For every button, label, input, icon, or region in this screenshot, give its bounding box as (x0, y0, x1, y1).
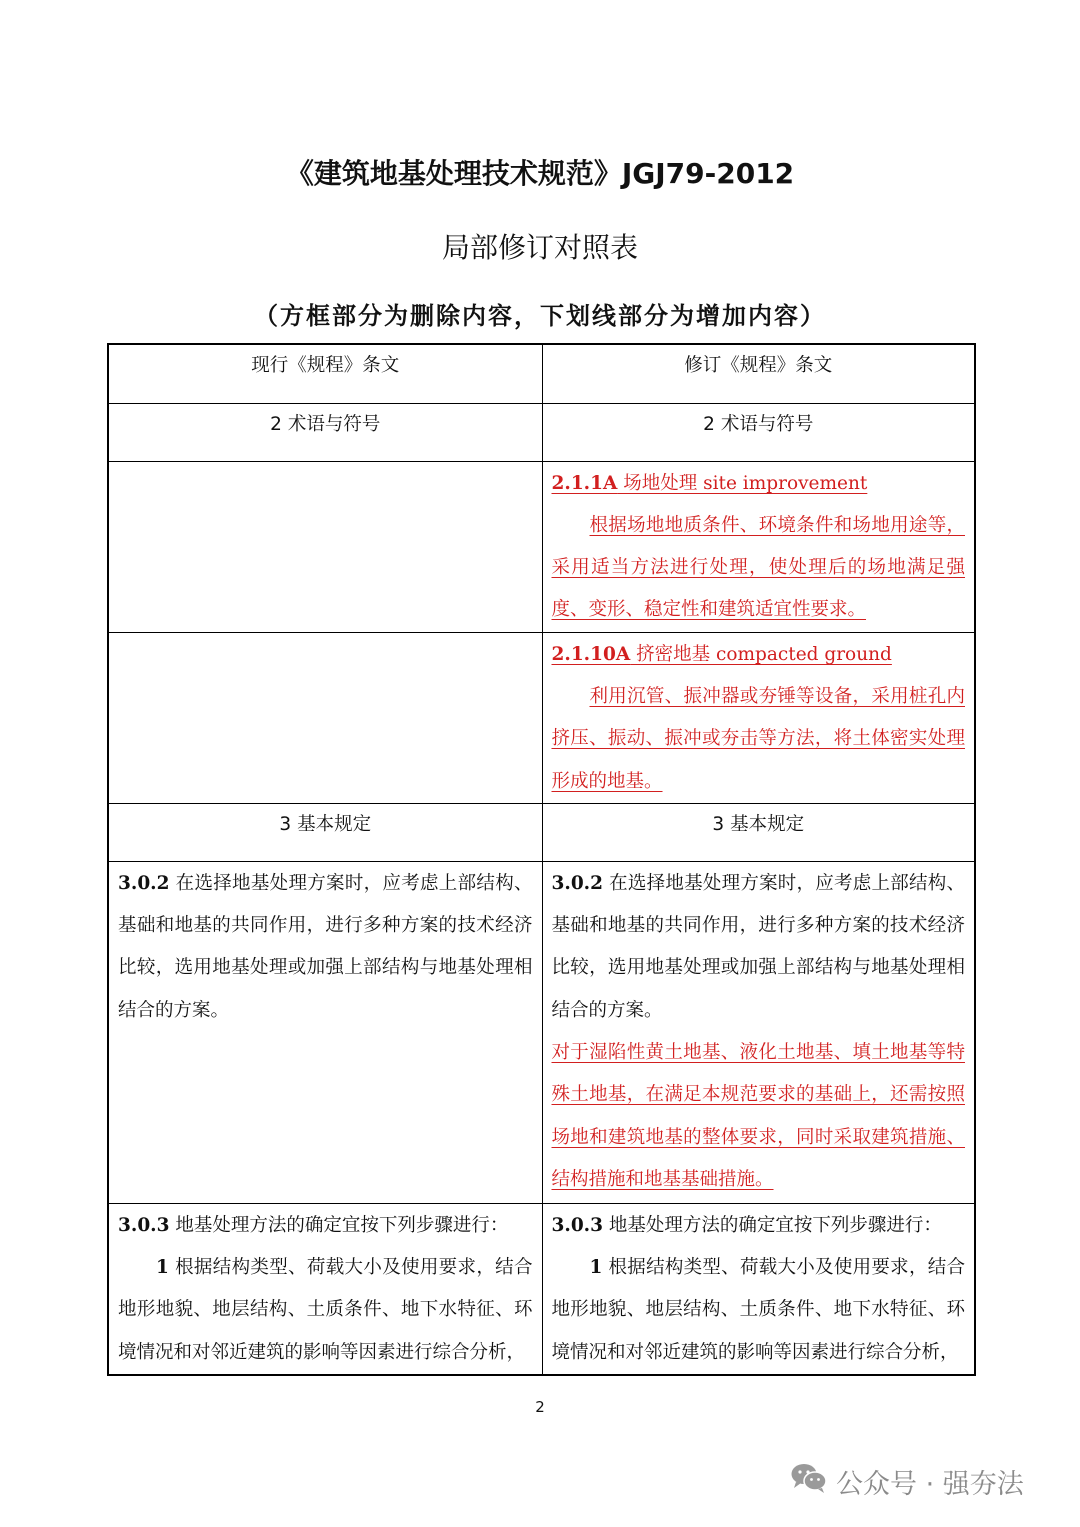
section-2-current: 2 术语与符号 (108, 403, 542, 461)
clause-item (118, 1247, 533, 1374)
watermark (790, 1462, 1024, 1501)
cell-revised-3-0-2 (542, 861, 975, 1203)
item-number: 1 (589, 1257, 603, 1279)
clause-term: 挤密地基 compacted ground (630, 643, 892, 665)
clause-heading (552, 463, 966, 505)
clause-body: 在选择地基处理方案时，应考虑上部结构、基础和地基的共同作用，进行多种方案的技术经济比较，选用地基处理或加强上部结构与地基处理相结合的方案。 (551, 872, 965, 1021)
clause-text (118, 863, 533, 1032)
clause-item (552, 1247, 966, 1374)
section-3-revised: 3 基本规定 (542, 803, 975, 861)
clause-code: 3.0.3 (118, 1214, 170, 1236)
wechat-icon (790, 1462, 828, 1501)
clause-code: 2.1.10A (551, 643, 631, 665)
section-2-revised: 2 术语与符号 (542, 403, 975, 461)
clause-body: 根据场地地质条件、环境条件和场地用途等，采用适当方法进行处理，使处理后的场地满足强度、变形、稳定性和建筑适宜性要求。 (551, 514, 965, 621)
cell-current-3-0-3 (108, 1203, 542, 1375)
table-row (108, 1203, 975, 1375)
clause-term: 场地处理 site improvement (617, 472, 868, 494)
header-current: 现行《规程》条文 (108, 344, 542, 403)
item-text: 根据结构类型、荷载大小及使用要求，结合地形地貌、地层结构、土质条件、地下水特征、环境情况和对邻近建筑的影响等因素进行综合分析， (551, 1257, 965, 1363)
page-number: 2 (535, 1398, 545, 1416)
document-note: （方框部分为删除内容，下划线部分为增加内容） (254, 302, 826, 330)
cell-revised-3-0-3 (542, 1203, 975, 1375)
clause-added-text: 对于湿陷性黄土地基、液化土地基、填土地基等特殊土地基，在满足本规范要求的基础上，还需按照场地和建筑地基的整体要求，同时采取建筑措施、结构措施和地基基础措施。 (551, 1042, 965, 1190)
clause-text (118, 1205, 533, 1247)
clause-code: 3.0.3 (551, 1214, 603, 1236)
clause-heading (552, 634, 966, 676)
section-row-3 (108, 803, 975, 861)
header-revised: 修订《规程》条文 (542, 344, 975, 403)
cell-current-empty (108, 632, 542, 803)
clause-code: 3.0.2 (118, 872, 170, 894)
item-text: 根据结构类型、荷载大小及使用要求，结合地形地貌、地层结构、土质条件、地下水特征、环境情况和对邻近建筑的影响等因素进行综合分析， (118, 1257, 533, 1363)
watermark-text: 公众号 · 强夯法 (836, 1469, 1024, 1500)
clause-code: 3.0.2 (551, 872, 603, 894)
clause-body: 地基处理方法的确定宜按下列步骤进行： (603, 1214, 942, 1236)
cell-revised-2-1-1a (542, 461, 975, 632)
section-3-current: 3 基本规定 (108, 803, 542, 861)
clause-body: 地基处理方法的确定宜按下列步骤进行： (169, 1214, 509, 1236)
table-row (108, 461, 975, 632)
document-subtitle: 局部修订对照表 (441, 231, 638, 264)
comparison-table (107, 343, 976, 1376)
clause-body: 利用沉管、振冲器或夯锤等设备，采用桩孔内挤压、振动、振冲或夯击等方法，将土体密实处理形成的地基。 (551, 685, 965, 792)
cell-current-empty (108, 461, 542, 632)
clause-text (552, 1205, 966, 1247)
table-row (108, 632, 975, 803)
clause-body: 在选择地基处理方案时，应考虑上部结构、基础和地基的共同作用，进行多种方案的技术经济比较，选用地基处理或加强上部结构与地基处理相结合的方案。 (118, 872, 533, 1021)
clause-text (552, 863, 966, 1032)
table-row (108, 861, 975, 1203)
clause-code: 2.1.1A (551, 472, 618, 494)
item-number: 1 (156, 1257, 169, 1279)
section-row-2 (108, 403, 975, 461)
cell-current-3-0-2 (108, 861, 542, 1203)
table-header-row (108, 344, 975, 403)
cell-revised-2-1-10a (542, 632, 975, 803)
document-title: 《建筑地基处理技术规范》JGJ79-2012 (285, 157, 795, 190)
